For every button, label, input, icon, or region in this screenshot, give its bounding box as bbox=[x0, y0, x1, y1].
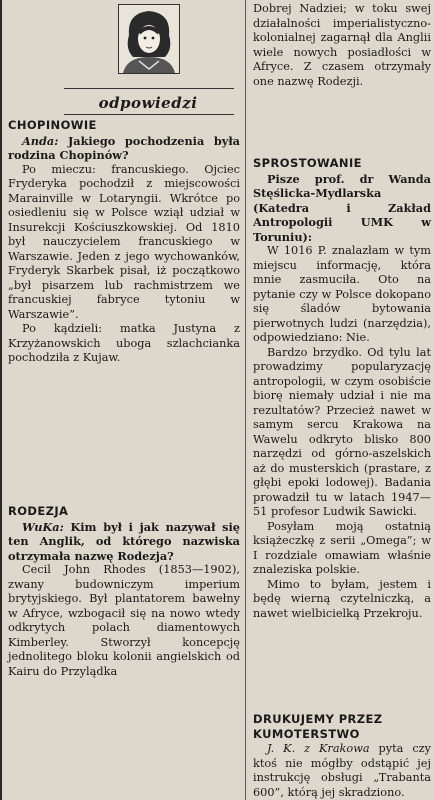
section-rodezja bbox=[8, 504, 240, 679]
letter-paragraph: Mimo to byłam, jestem i będę wierną czytelniczką, a nawet wielbicielką Przekroju. bbox=[253, 577, 431, 620]
letter-paragraph: Posyłam moją ostatnią książeczkę z serii „Omega”; w I rozdziale omawiam właśnie znaleziska polskie. bbox=[253, 519, 431, 576]
masthead-title: odpowiedzi bbox=[98, 94, 198, 112]
right-column bbox=[253, 0, 431, 800]
section-heading: DRUKUJEMY PRZEZ KUMOTERSTWO bbox=[253, 712, 383, 741]
portrait-illustration bbox=[118, 4, 180, 74]
reader-signature: J. K. z Krakowa bbox=[267, 742, 370, 755]
reader-signature: WuKa: bbox=[22, 519, 64, 534]
masthead-rule-bottom bbox=[64, 114, 234, 115]
letter-paragraph: W 1016 P. znalazłam w tym miejscu informację, która mnie zasmuciła. Oto na pytanie czy w Polsce dokopano się śladów bytowania pierwotnych ludzi (narzędzia), odpowiedziano: Nie. bbox=[253, 244, 431, 344]
answer-paragraph: Cecil John Rhodes (1853—1902), zwany budowniczym imperium brytyjskiego. Był plantatorem bawełny w Afryce, wzbogacił się na nowo wtedy odkrytych polach diamentowych Kimberley. Stworzył koncepcję jednolitego bloku kolonii angielskich od Kairu do Przylądka bbox=[8, 563, 240, 678]
column-rule bbox=[245, 0, 246, 800]
section-heading: RODEZJA bbox=[8, 504, 69, 518]
answer-paragraph-continued: Dobrej Nadziei; w toku swej działalności imperialistyczno-kolonialnej zagarnął dla Anglii wiele nowych posiadłości w Afryce. Z czasem otrzymały one nazwę Rodezji. bbox=[253, 2, 431, 88]
correction-intro: Pisze prof. dr Wanda Stęślicka-Mydlarska (Katedra i Zakład Antropologii UMK w Toruniu): bbox=[253, 171, 431, 244]
portrait-icon bbox=[119, 5, 179, 73]
section-kumoterstwo bbox=[253, 712, 431, 800]
section-sprostowanie bbox=[253, 156, 431, 621]
masthead-rule-top bbox=[64, 88, 234, 89]
section-heading: SPROSTOWANIE bbox=[253, 156, 362, 170]
section-rodezja-continued bbox=[253, 2, 431, 89]
reader-question: Anda: Jakiego pochodzenia była rodzina Chopinów? bbox=[8, 133, 240, 162]
letter-paragraph: Bardzo brzydko. Od tylu lat prowadzimy popularyzację antropologii, w czym osobiście biorę niemały udział i nie ma rezultatów? Przecież nawet w samym sercu Krakowa na Wawelu odkryto blisko 800 narzędzi od górno-aszelskich aż do musterskich (prastare, z głębi epoki lodowej). Badania prowadził tu w latach 1947—51 profesor Ludwik Sawicki. bbox=[253, 345, 431, 518]
answer-paragraph: Po mieczu: francuskiego. Ojciec Fryderyka pochodził z miejscowości Marainville w Lotaryngii. Wkrótce po osiedleniu się w Polsce wziął udział w Insurekcji Kościuszkowskiej. Od 1810 był nauczycielem francuskiego w Warszawie. Jeden z jego wychowanków, Fryderyk Skarbek pisał, iż początkowo „był pisarzem lub rachmistrzem we francuskiej fabryce tytoniu w Warszawie”. bbox=[8, 162, 240, 321]
section-heading: CHOPINOWIE bbox=[8, 118, 97, 132]
request-paragraph: J. K. z Krakowa pyta czy ktoś nie mógłby odstąpić jej instrukcję obsługi „Trabanta 600”, którą jej skradziono. bbox=[253, 742, 431, 799]
left-column bbox=[8, 0, 240, 800]
reader-signature: Anda: bbox=[22, 133, 59, 148]
reader-question: WuKa: Kim był i jak nazywał się ten Anglik, od którego nazwiska otrzymała nazwę Rodezja? bbox=[8, 519, 240, 563]
answer-paragraph: Po kądzieli: matka Justyna z Krzyżanowskich uboga szlachcianka pochodziła z Kujaw. bbox=[8, 322, 240, 364]
section-chopinowie bbox=[8, 118, 240, 366]
